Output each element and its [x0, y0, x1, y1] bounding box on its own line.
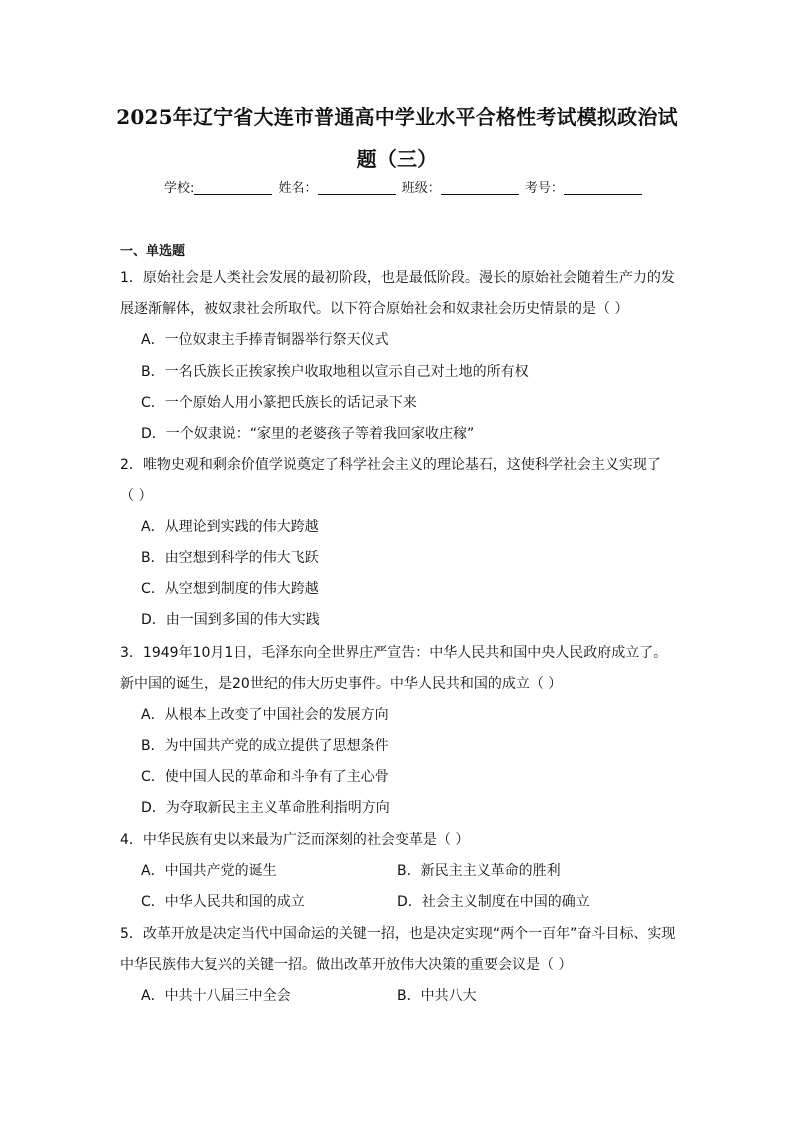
question-1-option-b[interactable]: B．一名氏族长正挨家挨户收取地租以宣示自己对土地的所有权 — [141, 364, 529, 380]
question-2-stem-line2: （ ） — [120, 488, 153, 504]
question-3-stem-line1: 3．1949年10月1日，毛泽东向全世界庄严宣告：中华人民共和国中央人民政府成立了。 — [120, 645, 668, 661]
question-4-option-c[interactable]: C．中华人民共和国的成立 — [141, 894, 305, 910]
class-blank[interactable] — [441, 181, 519, 195]
question-2-option-d[interactable]: D．由一国到多国的伟大实践 — [141, 612, 320, 628]
question-4-option-a[interactable]: A．中国共产党的诞生 — [141, 863, 277, 879]
question-5-stem-line2: 中华民族伟大复兴的关键一招。做出改革开放伟大决策的重要会议是（ ） — [120, 957, 573, 973]
question-2-option-c[interactable]: C．从空想到制度的伟大跨越 — [141, 581, 319, 597]
exam-title-line1: 2025年辽宁省大连市普通高中学业水平合格性考试模拟政治试 — [116, 105, 678, 129]
question-2-stem-line1: 2．唯物史观和剩余价值学说奠定了科学社会主义的理论基石，这使科学社会主义实现了 — [120, 457, 661, 473]
section-title: 一、单选题 — [120, 244, 186, 259]
question-2-option-b[interactable]: B．由空想到科学的伟大飞跃 — [141, 550, 319, 566]
question-4-stem-line1: 4．中华民族有史以来最为广泛而深刻的社会变革是（ ） — [120, 832, 470, 848]
class-label: 班级： — [401, 181, 441, 196]
question-3-option-a[interactable]: A．从根本上改变了中国社会的发展方向 — [141, 707, 389, 723]
exam-no-label: 考号： — [524, 181, 564, 196]
question-4-option-b[interactable]: B．新民主主义革命的胜利 — [397, 863, 561, 879]
school-blank[interactable] — [194, 181, 272, 195]
question-3-option-b[interactable]: B．为中国共产党的成立提供了思想条件 — [141, 738, 389, 754]
question-3-option-d[interactable]: D．为夺取新民主主义革命胜利指明方向 — [141, 800, 390, 816]
question-1-stem-line1: 1．原始社会是人类社会发展的最初阶段，也是最低阶段。漫长的原始社会随着生产力的发 — [120, 270, 675, 286]
question-2-option-a[interactable]: A．从理论到实践的伟大跨越 — [141, 519, 319, 535]
question-5-option-b[interactable]: B．中共八大 — [397, 988, 477, 1004]
school-label: 学校: — [164, 181, 195, 196]
question-4-option-d[interactable]: D．社会主义制度在中国的确立 — [397, 894, 590, 910]
question-5-stem-line1: 5．改革开放是决定当代中国命运的关键一招，也是决定实现“两个一百年”奋斗目标、实现 — [120, 926, 676, 942]
exam-no-blank[interactable] — [564, 181, 642, 195]
question-1-option-d[interactable]: D．一个奴隶说：“家里的老婆孩子等着我回家收庄稼” — [141, 426, 475, 442]
question-1-stem-line2: 展逐渐解体，被奴隶社会所取代。以下符合原始社会和奴隶社会历史情景的是（ ） — [120, 301, 629, 317]
student-info-row — [164, 181, 644, 197]
name-blank[interactable] — [318, 181, 396, 195]
question-3-option-c[interactable]: C．使中国人民的革命和斗争有了主心骨 — [141, 769, 389, 785]
question-5-option-a[interactable]: A．中共十八届三中全会 — [141, 988, 291, 1004]
question-1-option-a[interactable]: A．一位奴隶主手捧青铜器举行祭天仪式 — [141, 332, 389, 348]
question-3-stem-line2: 新中国的诞生，是20世纪的伟大历史事件。中华人民共和国的成立（ ） — [120, 676, 563, 692]
question-1-option-c[interactable]: C．一个原始人用小篆把氏族长的话记录下来 — [141, 395, 417, 411]
exam-title-line2: 题（三） — [356, 147, 438, 171]
name-label: 姓名： — [278, 181, 318, 196]
